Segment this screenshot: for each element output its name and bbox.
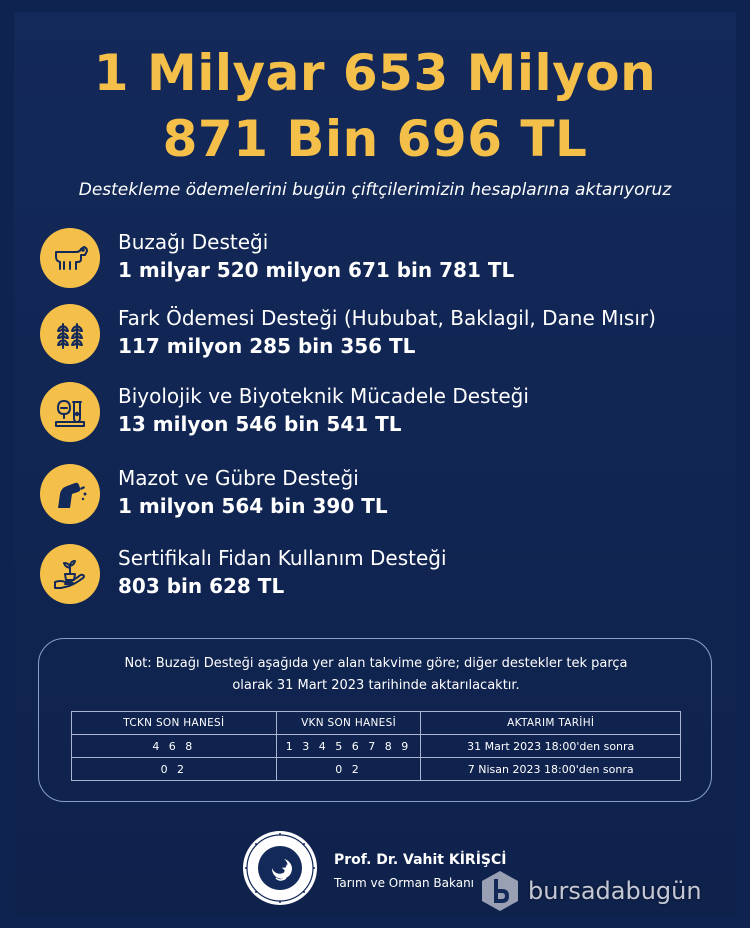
note-line-1: Not: Buzağı Desteği aşağıda yer alan takvime göre; diğer destekler tek parça xyxy=(124,656,628,671)
note-line-2: olarak 31 Mart 2023 tarihinde aktarılacaktır. xyxy=(232,678,520,693)
wheat-icon xyxy=(40,304,100,364)
note-box xyxy=(38,638,712,802)
ministry-seal-logo xyxy=(240,828,320,908)
cell-date: 7 Nisan 2023 18:00'den sonra xyxy=(421,758,681,781)
note-text xyxy=(79,653,673,697)
support-item-biological xyxy=(40,382,720,448)
support-item-amount: 13 milyon 546 bin 541 TL xyxy=(118,412,402,436)
table-row xyxy=(72,735,681,758)
watermark-logo xyxy=(478,866,740,916)
subtitle: Destekleme ödemelerini bugün çiftçilerimizin hesaplarına aktarıyoruz xyxy=(78,180,672,200)
cell-tckn: 0 2 xyxy=(72,758,277,781)
calf-icon xyxy=(40,228,100,288)
header-vkn: VKN SON HANESİ xyxy=(276,712,421,735)
support-item-name: Mazot ve Gübre Desteği xyxy=(118,466,359,490)
support-item-name: Buzağı Desteği xyxy=(118,230,269,254)
fuel-nozzle-icon xyxy=(40,464,100,524)
cell-tckn: 4 6 8 xyxy=(72,735,277,758)
support-item-amount: 803 bin 628 TL xyxy=(118,574,285,598)
cell-date: 31 Mart 2023 18:00'den sonra xyxy=(421,735,681,758)
support-item-name: Sertifikalı Fidan Kullanım Desteği xyxy=(118,546,447,570)
support-item-crop xyxy=(40,304,720,370)
headline-total-line2: 871 Bin 696 TL xyxy=(162,110,588,168)
watermark-b-icon xyxy=(478,869,522,913)
cell-vkn: 0 2 xyxy=(276,758,421,781)
support-item-calf xyxy=(40,228,720,294)
support-item-fuel-fertilizer xyxy=(40,464,720,530)
headline-total-line1: 1 Milyar 653 Milyon xyxy=(93,44,657,102)
sapling-hand-icon xyxy=(40,544,100,604)
header-tckn: TCKN SON HANESİ xyxy=(72,712,277,735)
payment-schedule-table xyxy=(71,711,681,781)
support-item-amount: 1 milyon 564 bin 390 TL xyxy=(118,494,388,518)
watermark-text: bursadabugün xyxy=(528,877,702,905)
support-item-name: Biyolojik ve Biyoteknik Mücadele Desteği xyxy=(118,384,529,408)
table-header-row xyxy=(72,712,681,735)
minister-name: Prof. Dr. Vahit KİRİŞCİ xyxy=(334,852,507,868)
header-date: AKTARIM TARİHİ xyxy=(421,712,681,735)
minister-title: Tarım ve Orman Bakanı xyxy=(334,876,475,890)
support-item-name: Fark Ödemesi Desteği (Hububat, Baklagil, Dane Mısır) xyxy=(118,306,656,330)
cell-vkn: 1 3 4 5 6 7 8 9 xyxy=(276,735,421,758)
support-item-amount: 117 milyon 285 bin 356 TL xyxy=(118,334,416,358)
lab-icon xyxy=(40,382,100,442)
table-row xyxy=(72,758,681,781)
support-item-amount: 1 milyar 520 milyon 671 bin 781 TL xyxy=(118,258,515,282)
support-item-sapling xyxy=(40,544,720,610)
